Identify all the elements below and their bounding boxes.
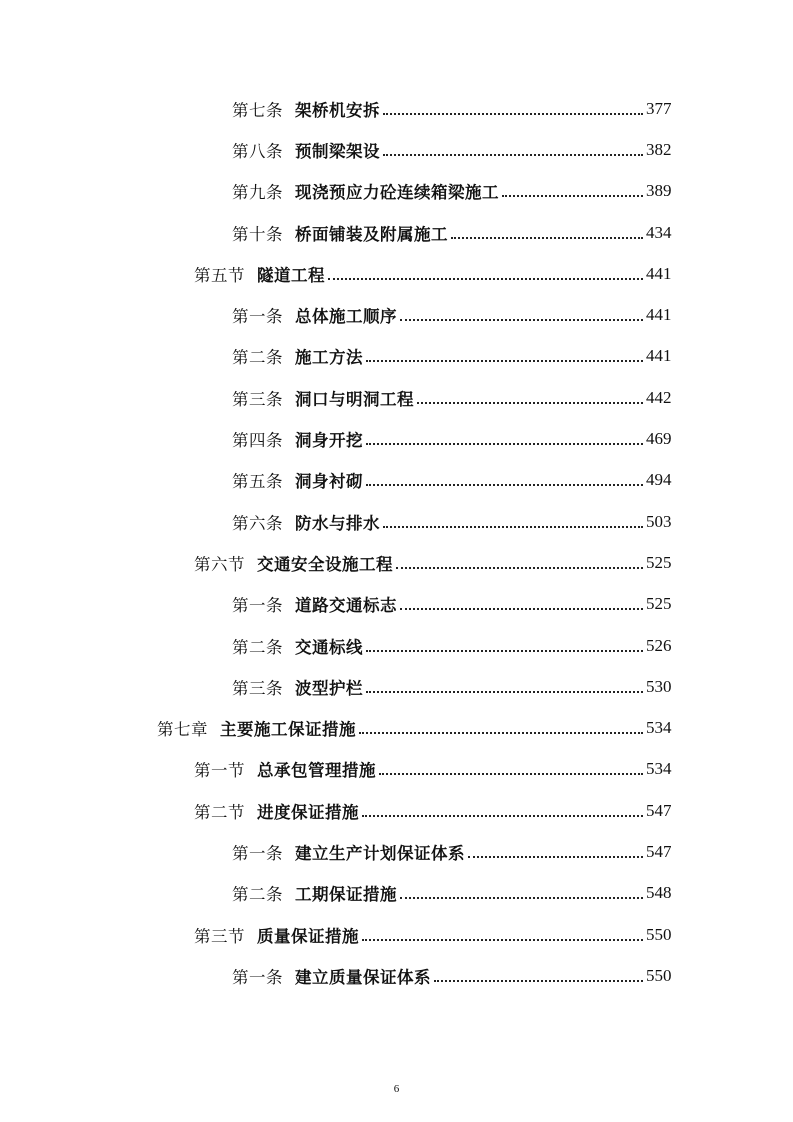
toc-entry[interactable] bbox=[0, 790, 793, 831]
toc-entry-prefix: 第二条 bbox=[232, 348, 283, 368]
toc-entry[interactable] bbox=[0, 418, 793, 459]
toc-entry[interactable] bbox=[0, 542, 793, 583]
toc-entry-page: 525 bbox=[646, 594, 672, 614]
toc-entry-page: 382 bbox=[646, 139, 672, 159]
toc-leader-dots bbox=[366, 443, 643, 445]
table-of-contents bbox=[0, 88, 793, 997]
toc-entry-title: 现浇预应力砼连续箱梁施工 bbox=[295, 183, 499, 203]
toc-leader-dots bbox=[451, 237, 643, 239]
toc-entry-title: 道路交通标志 bbox=[295, 596, 397, 616]
toc-entry-prefix: 第五节 bbox=[194, 265, 245, 285]
page-number: 6 bbox=[393, 1083, 400, 1095]
toc-entry-title: 总承包管理措施 bbox=[257, 761, 376, 781]
toc-entry-page: 534 bbox=[646, 718, 672, 738]
toc-entry[interactable] bbox=[0, 129, 793, 170]
toc-entry-title: 洞身衬砌 bbox=[295, 472, 363, 492]
toc-leader-dots bbox=[366, 650, 643, 652]
toc-leader-dots bbox=[366, 691, 643, 693]
toc-entry-prefix: 第一条 bbox=[232, 967, 283, 987]
toc-entry[interactable] bbox=[0, 460, 793, 501]
toc-entry-prefix: 第五条 bbox=[232, 472, 283, 492]
toc-leader-dots bbox=[434, 980, 643, 982]
toc-entry[interactable] bbox=[0, 584, 793, 625]
toc-entry-title: 交通安全设施工程 bbox=[257, 554, 393, 574]
toc-entry[interactable] bbox=[0, 749, 793, 790]
toc-leader-dots bbox=[328, 278, 643, 280]
toc-entry[interactable] bbox=[0, 171, 793, 212]
toc-entry-page: 548 bbox=[646, 883, 672, 903]
toc-leader-dots bbox=[417, 402, 643, 404]
toc-entry-page: 530 bbox=[646, 676, 672, 696]
toc-entry-prefix: 第一节 bbox=[194, 761, 245, 781]
toc-entry-page: 441 bbox=[646, 346, 672, 366]
toc-entry[interactable] bbox=[0, 666, 793, 707]
toc-entry-page: 441 bbox=[646, 263, 672, 283]
toc-entry[interactable] bbox=[0, 294, 793, 335]
toc-entry-title: 总体施工顺序 bbox=[295, 307, 397, 327]
toc-entry-page: 547 bbox=[646, 800, 672, 820]
toc-entry-page: 525 bbox=[646, 552, 672, 572]
toc-leader-dots bbox=[379, 773, 643, 775]
toc-entry-title: 预制梁架设 bbox=[295, 141, 380, 161]
toc-leader-dots bbox=[400, 319, 643, 321]
toc-entry-prefix: 第二节 bbox=[194, 802, 245, 822]
toc-entry-page: 547 bbox=[646, 841, 672, 861]
toc-entry-page: 434 bbox=[646, 222, 672, 242]
toc-entry[interactable] bbox=[0, 501, 793, 542]
toc-leader-dots bbox=[383, 113, 643, 115]
toc-entry[interactable] bbox=[0, 914, 793, 955]
toc-entry[interactable] bbox=[0, 955, 793, 996]
toc-entry-page: 550 bbox=[646, 924, 672, 944]
toc-entry-prefix: 第七章 bbox=[157, 720, 208, 740]
toc-entry-page: 550 bbox=[646, 965, 672, 985]
toc-entry[interactable] bbox=[0, 625, 793, 666]
toc-entry-prefix: 第七条 bbox=[232, 100, 283, 120]
toc-entry-title: 建立质量保证体系 bbox=[295, 967, 431, 987]
toc-leader-dots bbox=[362, 939, 643, 941]
toc-entry-title: 防水与排水 bbox=[295, 513, 380, 533]
toc-leader-dots bbox=[366, 360, 643, 362]
toc-entry-prefix: 第一条 bbox=[232, 596, 283, 616]
toc-entry-title: 进度保证措施 bbox=[257, 802, 359, 822]
toc-entry[interactable] bbox=[0, 336, 793, 377]
toc-entry-prefix: 第九条 bbox=[232, 183, 283, 203]
toc-entry-page: 526 bbox=[646, 635, 672, 655]
toc-entry-title: 主要施工保证措施 bbox=[220, 720, 356, 740]
toc-entry-title: 隧道工程 bbox=[257, 265, 325, 285]
toc-entry-title: 施工方法 bbox=[295, 348, 363, 368]
toc-entry-title: 桥面铺装及附属施工 bbox=[295, 224, 448, 244]
toc-leader-dots bbox=[359, 732, 643, 734]
toc-leader-dots bbox=[468, 856, 643, 858]
toc-leader-dots bbox=[366, 484, 643, 486]
toc-entry-prefix: 第六节 bbox=[194, 554, 245, 574]
toc-entry-prefix: 第三节 bbox=[194, 926, 245, 946]
toc-entry-prefix: 第六条 bbox=[232, 513, 283, 533]
toc-leader-dots bbox=[400, 897, 643, 899]
toc-entry-title: 洞身开挖 bbox=[295, 431, 363, 451]
toc-entry-page: 494 bbox=[646, 470, 672, 490]
toc-leader-dots bbox=[400, 608, 643, 610]
toc-entry-title: 架桥机安拆 bbox=[295, 100, 380, 120]
toc-entry-title: 波型护栏 bbox=[295, 678, 363, 698]
toc-entry-page: 441 bbox=[646, 305, 672, 325]
toc-entry-prefix: 第八条 bbox=[232, 141, 283, 161]
toc-entry-page: 534 bbox=[646, 759, 672, 779]
toc-entry-page: 389 bbox=[646, 181, 672, 201]
toc-entry-title: 质量保证措施 bbox=[257, 926, 359, 946]
toc-leader-dots bbox=[383, 154, 643, 156]
toc-entry-prefix: 第四条 bbox=[232, 431, 283, 451]
toc-entry-prefix: 第三条 bbox=[232, 389, 283, 409]
toc-entry-title: 交通标线 bbox=[295, 637, 363, 657]
toc-entry-prefix: 第十条 bbox=[232, 224, 283, 244]
toc-entry-title: 工期保证措施 bbox=[295, 885, 397, 905]
toc-entry[interactable] bbox=[0, 377, 793, 418]
toc-leader-dots bbox=[383, 526, 643, 528]
toc-entry[interactable] bbox=[0, 212, 793, 253]
toc-leader-dots bbox=[502, 195, 643, 197]
toc-entry-prefix: 第三条 bbox=[232, 678, 283, 698]
toc-entry[interactable] bbox=[0, 873, 793, 914]
toc-entry-prefix: 第二条 bbox=[232, 637, 283, 657]
toc-entry-page: 469 bbox=[646, 429, 672, 449]
toc-entry-page: 442 bbox=[646, 387, 672, 407]
toc-entry-prefix: 第二条 bbox=[232, 885, 283, 905]
toc-entry-title: 建立生产计划保证体系 bbox=[295, 843, 465, 863]
toc-entry-prefix: 第一条 bbox=[232, 843, 283, 863]
toc-entry[interactable] bbox=[0, 707, 793, 748]
toc-entry[interactable] bbox=[0, 88, 793, 129]
toc-entry-page: 503 bbox=[646, 511, 672, 531]
toc-entry-title: 洞口与明洞工程 bbox=[295, 389, 414, 409]
toc-entry-page: 377 bbox=[646, 98, 672, 118]
toc-entry[interactable] bbox=[0, 831, 793, 872]
toc-leader-dots bbox=[362, 815, 643, 817]
toc-entry-prefix: 第一条 bbox=[232, 307, 283, 327]
toc-entry[interactable] bbox=[0, 253, 793, 294]
toc-leader-dots bbox=[396, 567, 643, 569]
